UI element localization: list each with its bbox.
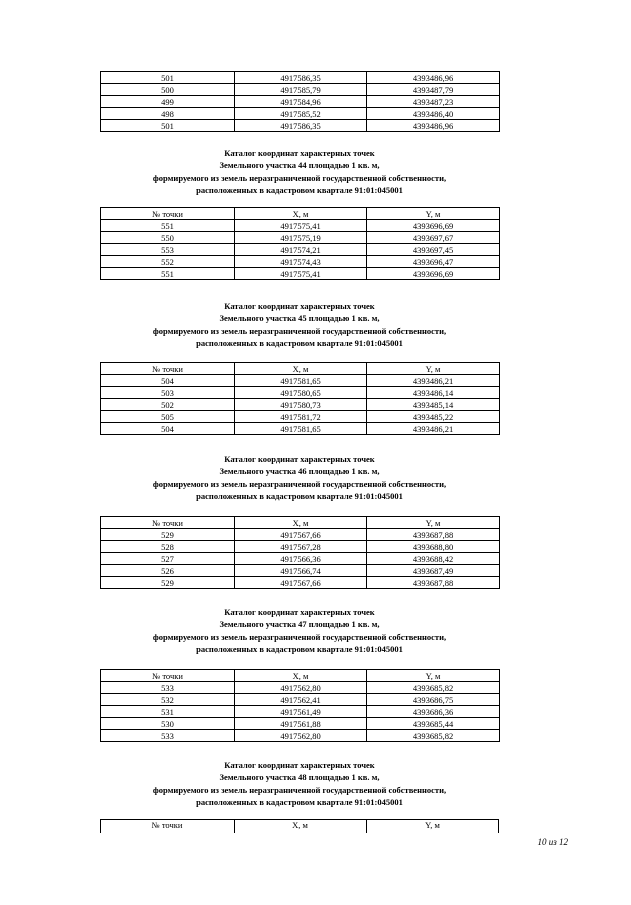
heading-line: формируемого из земель неразграниченной государственной собственности, <box>152 172 447 183</box>
x-coordinate-cell: 4917586,35 <box>235 72 367 84</box>
x-coordinate-cell: 4917586,35 <box>235 120 367 132</box>
y-header: Y, м <box>425 820 440 830</box>
heading-line: Земельного участка 46 площадью 1 кв. м, <box>219 466 380 477</box>
point-number-cell: 498 <box>101 108 235 120</box>
y-coordinate-cell: 4393486,96 <box>367 72 500 84</box>
table-row <box>101 541 500 553</box>
table-row <box>101 694 500 706</box>
table-row <box>101 423 500 435</box>
point-number-cell: 504 <box>101 423 235 435</box>
catalog-heading-48 <box>100 759 499 808</box>
coordinates-table-44 <box>100 207 500 280</box>
point-number-cell: 531 <box>101 706 235 718</box>
y-header: Y, м <box>367 363 500 375</box>
point-number-header: № точки <box>101 208 235 220</box>
table-header-row <box>101 517 500 529</box>
x-coordinate-cell: 4917566,74 <box>235 565 367 577</box>
point-number-cell: 551 <box>101 268 235 280</box>
table-row <box>101 706 500 718</box>
heading-line: Земельного участка 48 площадью 1 кв. м, <box>219 772 380 783</box>
table-row <box>101 553 500 565</box>
coordinates-table-45 <box>100 362 500 435</box>
heading-line: формируемого из земель неразграниченной государственной собственности, <box>152 784 447 795</box>
coordinates-table-47 <box>100 669 500 742</box>
point-number-cell: 526 <box>101 565 235 577</box>
point-number-cell: 552 <box>101 256 235 268</box>
y-coordinate-cell: 4393696,47 <box>367 256 500 268</box>
y-coordinate-cell: 4393687,88 <box>367 577 500 589</box>
table-row <box>101 268 500 280</box>
x-header: X, м <box>235 363 367 375</box>
table-row <box>101 108 500 120</box>
y-coordinate-cell: 4393486,40 <box>367 108 500 120</box>
heading-line: формируемого из земель неразграниченной государственной собственности, <box>152 631 447 642</box>
y-coordinate-cell: 4393687,49 <box>367 565 500 577</box>
x-header: X, м <box>235 670 367 682</box>
x-coordinate-cell: 4917574,21 <box>235 244 367 256</box>
table-row <box>101 718 500 730</box>
coordinates-table-43 <box>100 71 500 132</box>
x-coordinate-cell: 4917574,43 <box>235 256 367 268</box>
catalog-heading-46 <box>100 453 499 502</box>
heading-line: Земельного участка 47 площадью 1 кв. м, <box>219 619 380 630</box>
heading-line: Каталог координат характерных точек <box>224 301 375 311</box>
x-coordinate-cell: 4917566,36 <box>235 553 367 565</box>
table-row <box>101 577 500 589</box>
y-coordinate-cell: 4393688,80 <box>367 541 500 553</box>
y-header: Y, м <box>367 670 500 682</box>
x-coordinate-cell: 4917567,66 <box>235 529 367 541</box>
heading-line: расположенных в кадастровом квартале 91:01:045001 <box>196 643 403 654</box>
point-number-cell: 504 <box>101 375 235 387</box>
x-coordinate-cell: 4917562,80 <box>235 730 367 742</box>
y-coordinate-cell: 4393685,44 <box>367 718 500 730</box>
y-coordinate-cell: 4393696,69 <box>367 268 500 280</box>
y-coordinate-cell: 4393688,42 <box>367 553 500 565</box>
table-header-row <box>101 208 500 220</box>
x-coordinate-cell: 4917567,66 <box>235 577 367 589</box>
table-row <box>101 244 500 256</box>
y-coordinate-cell: 4393486,96 <box>367 120 500 132</box>
page-number: 10 из 12 <box>537 837 568 847</box>
point-number-header: № точки <box>101 363 235 375</box>
point-number-cell: 533 <box>101 682 235 694</box>
table-row <box>101 387 500 399</box>
y-coordinate-cell: 4393687,88 <box>367 529 500 541</box>
point-number-cell: 503 <box>101 387 235 399</box>
table-row <box>101 256 500 268</box>
x-coordinate-cell: 4917562,80 <box>235 682 367 694</box>
catalog-heading-47 <box>100 606 499 655</box>
point-number-cell: 527 <box>101 553 235 565</box>
point-number-header: № точки <box>101 670 235 682</box>
heading-line: Земельного участка 44 площадью 1 кв. м, <box>219 160 380 171</box>
table-row <box>101 220 500 232</box>
point-number-cell: 499 <box>101 96 235 108</box>
table-row <box>101 96 500 108</box>
point-number-cell: 529 <box>101 529 235 541</box>
x-coordinate-cell: 4917581,72 <box>235 411 367 423</box>
table-row <box>101 232 500 244</box>
point-number-cell: 501 <box>101 120 235 132</box>
point-number-cell: 501 <box>101 72 235 84</box>
x-coordinate-cell: 4917580,65 <box>235 387 367 399</box>
y-header: Y, м <box>367 517 500 529</box>
point-number-cell: 529 <box>101 577 235 589</box>
y-coordinate-cell: 4393486,14 <box>367 387 500 399</box>
x-coordinate-cell: 4917581,65 <box>235 375 367 387</box>
point-number-header: № точки <box>101 517 235 529</box>
y-coordinate-cell: 4393696,69 <box>367 220 500 232</box>
heading-line: Каталог координат характерных точек <box>224 607 375 617</box>
heading-line: расположенных в кадастровом квартале 91:01:045001 <box>196 337 403 348</box>
point-number-cell: 502 <box>101 399 235 411</box>
y-coordinate-cell: 4393685,82 <box>367 682 500 694</box>
coordinates-table-48-header <box>100 819 499 833</box>
y-coordinate-cell: 4393485,14 <box>367 399 500 411</box>
catalog-heading-45 <box>100 300 499 349</box>
table-row <box>101 120 500 132</box>
x-header: X, м <box>292 820 308 830</box>
x-coordinate-cell: 4917575,41 <box>235 268 367 280</box>
coordinates-table-46 <box>100 516 500 589</box>
table-row <box>101 682 500 694</box>
table-row <box>101 399 500 411</box>
y-coordinate-cell: 4393697,67 <box>367 232 500 244</box>
x-coordinate-cell: 4917584,96 <box>235 96 367 108</box>
point-number-cell: 530 <box>101 718 235 730</box>
point-number-cell: 532 <box>101 694 235 706</box>
x-coordinate-cell: 4917575,41 <box>235 220 367 232</box>
y-coordinate-cell: 4393697,45 <box>367 244 500 256</box>
table-row <box>101 411 500 423</box>
y-coordinate-cell: 4393686,75 <box>367 694 500 706</box>
table-row <box>101 72 500 84</box>
x-header: X, м <box>235 517 367 529</box>
table-row <box>101 84 500 96</box>
y-header: Y, м <box>367 208 500 220</box>
y-coordinate-cell: 4393485,22 <box>367 411 500 423</box>
point-number-cell: 533 <box>101 730 235 742</box>
heading-line: расположенных в кадастровом квартале 91:01:045001 <box>196 490 403 501</box>
point-number-header: № точки <box>151 820 183 830</box>
table-header-row <box>101 670 500 682</box>
y-coordinate-cell: 4393685,82 <box>367 730 500 742</box>
heading-line: Каталог координат характерных точек <box>224 760 375 770</box>
point-number-cell: 505 <box>101 411 235 423</box>
heading-line: Каталог координат характерных точек <box>224 454 375 464</box>
x-header: X, м <box>235 208 367 220</box>
table-row <box>101 730 500 742</box>
heading-line: расположенных в кадастровом квартале 91:01:045001 <box>196 796 403 807</box>
table-border <box>498 820 499 833</box>
point-number-cell: 551 <box>101 220 235 232</box>
x-coordinate-cell: 4917575,19 <box>235 232 367 244</box>
heading-line: Каталог координат характерных точек <box>224 148 375 158</box>
x-coordinate-cell: 4917580,73 <box>235 399 367 411</box>
heading-line: Земельного участка 45 площадью 1 кв. м, <box>219 313 380 324</box>
x-coordinate-cell: 4917561,49 <box>235 706 367 718</box>
y-coordinate-cell: 4393686,36 <box>367 706 500 718</box>
catalog-heading-44 <box>100 147 499 196</box>
heading-line: формируемого из земель неразграниченной государственной собственности, <box>152 325 447 336</box>
table-header-row <box>101 363 500 375</box>
point-number-cell: 500 <box>101 84 235 96</box>
heading-line: формируемого из земель неразграниченной государственной собственности, <box>152 478 447 489</box>
x-coordinate-cell: 4917561,88 <box>235 718 367 730</box>
table-row <box>101 375 500 387</box>
y-coordinate-cell: 4393487,79 <box>367 84 500 96</box>
y-coordinate-cell: 4393486,21 <box>367 423 500 435</box>
y-coordinate-cell: 4393486,21 <box>367 375 500 387</box>
x-coordinate-cell: 4917567,28 <box>235 541 367 553</box>
x-coordinate-cell: 4917581,65 <box>235 423 367 435</box>
point-number-cell: 550 <box>101 232 235 244</box>
table-row <box>101 529 500 541</box>
y-coordinate-cell: 4393487,23 <box>367 96 500 108</box>
table-row <box>101 565 500 577</box>
heading-line: расположенных в кадастровом квартале 91:01:045001 <box>196 184 403 195</box>
point-number-cell: 553 <box>101 244 235 256</box>
x-coordinate-cell: 4917585,52 <box>235 108 367 120</box>
x-coordinate-cell: 4917585,79 <box>235 84 367 96</box>
point-number-cell: 528 <box>101 541 235 553</box>
x-coordinate-cell: 4917562,41 <box>235 694 367 706</box>
